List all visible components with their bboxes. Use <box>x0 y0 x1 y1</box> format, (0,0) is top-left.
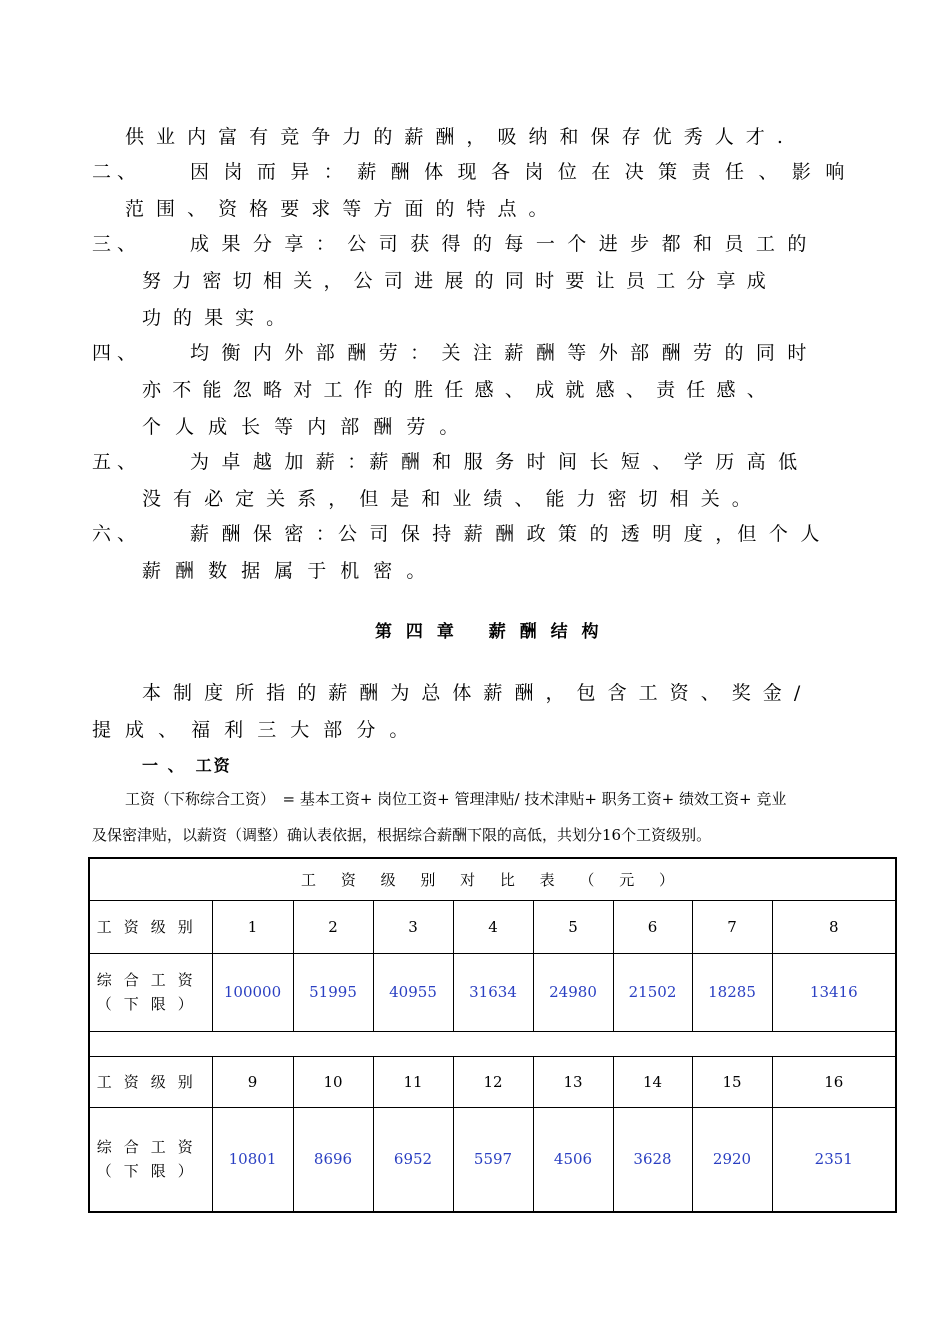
intro-line-2: 提 成 、 福 利 三 大 部 分 。 <box>92 719 413 741</box>
salary-value-cell: 21502 <box>613 953 692 1031</box>
salary-value-cell: 2920 <box>692 1107 772 1212</box>
grade-cell: 1 <box>212 900 293 953</box>
intro-line-1: 本 制 度 所 指 的 薪 酬 为 总 体 薪 酬 ， 包 含 工 资 、 奖 金 / <box>142 682 804 704</box>
salary-value-cell: 51995 <box>293 953 373 1031</box>
salary-value-cell: 2351 <box>772 1107 896 1212</box>
grade-cell: 13 <box>533 1056 613 1107</box>
salary-value-cell: 10801 <box>212 1107 293 1212</box>
table-spacer-row <box>89 1031 896 1056</box>
item-label-2: 二 、 <box>92 161 137 183</box>
text-line-3: 范 围 、 资 格 要 求 等 方 面 的 特 点 。 <box>125 198 551 220</box>
grade-cell: 12 <box>453 1056 533 1107</box>
grade-cell: 15 <box>692 1056 772 1107</box>
item-body-4: 均 衡 内 外 部 酬 劳 ： 关 注 薪 酬 等 外 部 酬 劳 的 同 时 <box>190 342 810 364</box>
item-body-6: 薪 酬 保 密 ：公 司 保 持 薪 酬 政 策 的 透 明 度 ，但 个 人 <box>190 523 823 545</box>
text-line-5: 努 力 密 切 相 关 ， 公 司 进 展 的 同 时 要 让 员 工 分 享 成 <box>142 270 769 292</box>
text-line-11: 没 有 必 定 关 系 ， 但 是 和 业 绩 、 能 力 密 切 相 关 。 <box>142 488 754 510</box>
text-line-13: 薪 酬 数 据 属 于 机 密 。 <box>142 560 430 582</box>
text-line-6: 功 的 果 实 。 <box>142 307 289 329</box>
grade-cell: 3 <box>373 900 453 953</box>
salary-value-cell: 100000 <box>212 953 293 1031</box>
grade-header: 工资级别 <box>89 900 212 953</box>
text-line-8: 亦 不 能 忽 略 对 工 作 的 胜 任 感 、 成 就 感 、 责 任 感 、 <box>142 379 769 401</box>
grade-cell: 11 <box>373 1056 453 1107</box>
salary-header: 综合工资（下限） <box>89 953 212 1031</box>
item-body-3: 成 果 分 享 ： 公 司 获 得 的 每 一 个 进 步 都 和 员 工 的 <box>190 233 810 255</box>
formula-line-1: 工资（下称综合工资） = 基本工资+ 岗位工资+ 管理津贴/ 技术津贴+ 职务工资+ 绩效工资+ 竞业 <box>125 790 787 808</box>
chapter-title: 第 四 章 薪 酬 结 构 <box>375 622 603 642</box>
salary-value-cell: 4506 <box>533 1107 613 1212</box>
salary-value-cell: 18285 <box>692 953 772 1031</box>
text-line-1: 供 业 内 富 有 竞 争 力 的 薪 酬 ， 吸 纳 和 保 存 优 秀 人 才 . <box>125 126 786 148</box>
grade-cell: 14 <box>613 1056 692 1107</box>
salary-value-cell: 5597 <box>453 1107 533 1212</box>
grade-header: 工资级别 <box>89 1056 212 1107</box>
item-label-6: 六 、 <box>92 523 137 545</box>
item-body-5: 为 卓 越 加 薪 ：薪 酬 和 服 务 时 间 长 短 、 学 历 高 低 <box>190 451 801 473</box>
text-line-9: 个 人 成 长 等 内 部 酬 劳 。 <box>142 416 463 438</box>
item-label-4: 四 、 <box>92 342 137 364</box>
salary-value-cell: 40955 <box>373 953 453 1031</box>
formula-line-2: 及保密津贴，以薪资（调整）确认表依据，根据综合薪酬下限的高低，共划分16个工资级别。 <box>92 826 712 844</box>
item-body-2: 因 岗 而 异 ： 薪 酬 体 现 各 岗 位 在 决 策 责 任 、 影 响 <box>190 161 849 183</box>
salary-header: 综合工资（下限） <box>89 1107 212 1212</box>
item-label-3: 三 、 <box>92 233 137 255</box>
salary-value-cell: 31634 <box>453 953 533 1031</box>
grade-cell: 5 <box>533 900 613 953</box>
grade-cell: 16 <box>772 1056 896 1107</box>
salary-grade-table <box>88 857 897 1213</box>
salary-value-cell: 24980 <box>533 953 613 1031</box>
grade-cell: 2 <box>293 900 373 953</box>
table-title: 工 资 级 别 对 比 表 （ 元 ） <box>89 858 896 900</box>
grade-cell: 10 <box>293 1056 373 1107</box>
salary-value-cell: 6952 <box>373 1107 453 1212</box>
grade-cell: 9 <box>212 1056 293 1107</box>
salary-value-cell: 3628 <box>613 1107 692 1212</box>
item-label-5: 五 、 <box>92 451 137 473</box>
grade-cell: 7 <box>692 900 772 953</box>
grade-cell: 8 <box>772 900 896 953</box>
grade-cell: 4 <box>453 900 533 953</box>
section-title: 一 、 工资 <box>142 756 232 775</box>
grade-cell: 6 <box>613 900 692 953</box>
salary-value-cell: 8696 <box>293 1107 373 1212</box>
salary-value-cell: 13416 <box>772 953 896 1031</box>
